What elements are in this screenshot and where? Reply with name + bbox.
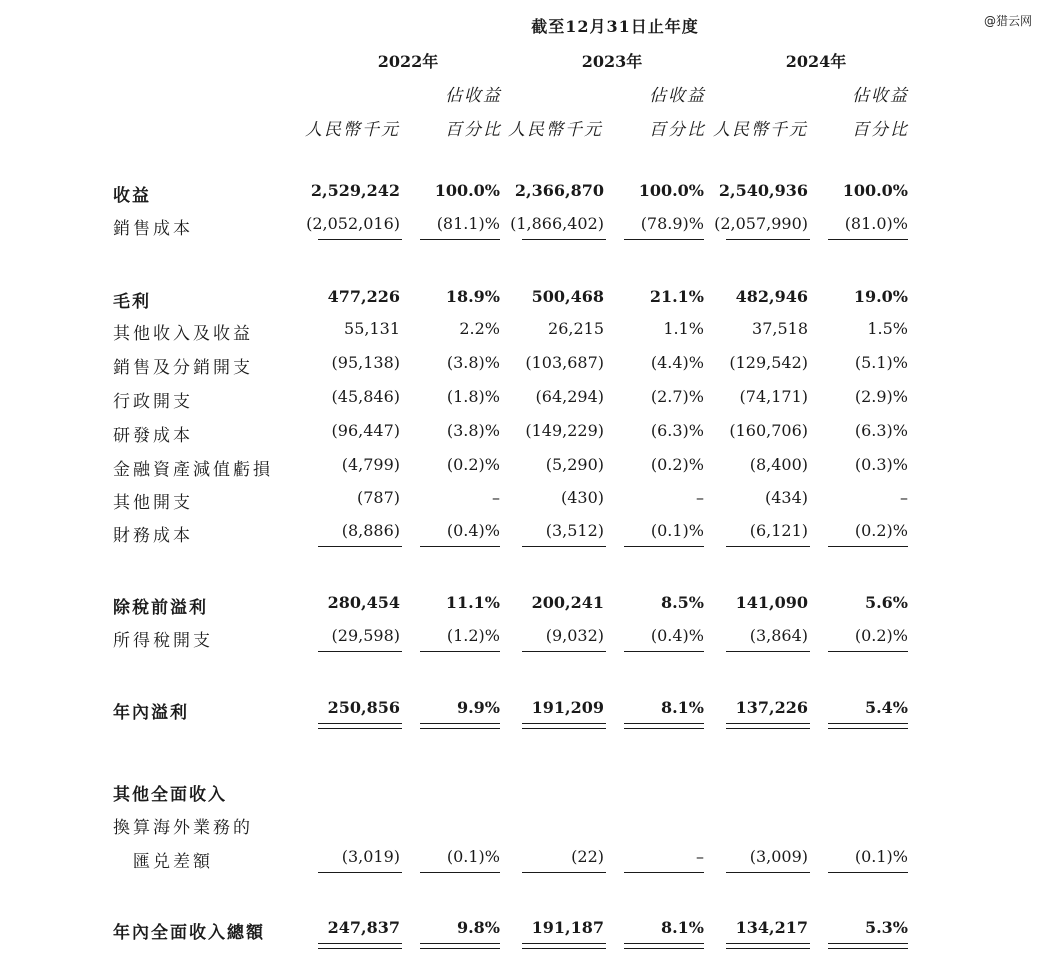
row-other-income <box>0 319 1050 349</box>
cell-value: 482,946 <box>735 287 808 306</box>
row-impairment <box>0 455 1050 485</box>
cell-value: (103,687) <box>525 353 604 372</box>
period-heading: 截至12月31日止年度 <box>531 17 699 36</box>
cell-value: (3,512) <box>545 521 604 540</box>
underline <box>318 872 402 873</box>
year-2023: 2023年 <box>581 52 643 71</box>
row-label: 行政開支 <box>113 392 193 412</box>
cell-value: 200,241 <box>531 593 604 612</box>
cell-value: (1,866,402) <box>510 214 604 233</box>
cell-value: (0.3)% <box>854 455 908 474</box>
double-underline <box>318 723 402 729</box>
row-label: 年內溢利 <box>113 703 189 723</box>
row-label: 銷售成本 <box>113 219 193 239</box>
cell-value: (0.2)% <box>446 455 500 474</box>
underline <box>420 651 500 652</box>
year-2022: 2022年 <box>377 52 439 71</box>
cell-value: 2,529,242 <box>310 181 400 200</box>
double-underline <box>522 943 606 949</box>
double-underline <box>624 723 704 729</box>
cell-value: (6.3)% <box>650 421 704 440</box>
underline <box>726 872 810 873</box>
cell-value: (4,799) <box>341 455 400 474</box>
double-underline <box>420 943 500 949</box>
cell-value: (3.8)% <box>446 421 500 440</box>
cell-value: 8.5% <box>660 593 704 612</box>
cell-value: (129,542) <box>729 353 808 372</box>
cell-value: (95,138) <box>331 353 400 372</box>
row-label: 毛利 <box>113 292 151 312</box>
pct-label-2022-l2: 百分比 <box>445 120 502 140</box>
cell-value: (5.1)% <box>854 353 908 372</box>
cell-value: (160,706) <box>729 421 808 440</box>
cell-value: 5.4% <box>864 698 908 717</box>
cell-value: (8,400) <box>749 455 808 474</box>
cell-value: 134,217 <box>735 918 808 937</box>
underline <box>624 651 704 652</box>
cell-value: (6.3)% <box>854 421 908 440</box>
cell-value: (0.2)% <box>650 455 704 474</box>
underline <box>828 239 908 240</box>
row-label: 換算海外業務的 <box>113 818 253 838</box>
double-underline <box>726 943 810 949</box>
cell-value: (4.4)% <box>650 353 704 372</box>
cell-value: (64,294) <box>535 387 604 406</box>
cell-value: 137,226 <box>735 698 808 717</box>
cell-value: 5.3% <box>864 918 908 937</box>
cell-value: (1.2)% <box>446 626 500 645</box>
rmb-label-2022: 人民幣千元 <box>305 120 400 140</box>
row-admin <box>0 387 1050 417</box>
cell-value: (0.2)% <box>854 626 908 645</box>
cell-value: (78.9)% <box>640 214 704 233</box>
double-underline <box>726 723 810 729</box>
row-label: 其他收入及收益 <box>113 324 253 344</box>
cell-value: (2.9)% <box>854 387 908 406</box>
cell-value: (3,009) <box>749 847 808 866</box>
cell-value: 1.5% <box>867 319 908 338</box>
cell-value: 8.1% <box>660 698 704 717</box>
cell-value: 280,454 <box>327 593 400 612</box>
underline <box>522 239 606 240</box>
row-label: 匯兑差額 <box>133 852 213 872</box>
double-underline <box>828 943 908 949</box>
cell-value: (787) <box>356 488 400 507</box>
underline <box>726 651 810 652</box>
underline <box>624 872 704 873</box>
underline <box>420 546 500 547</box>
cell-value: (0.4)% <box>650 626 704 645</box>
pct-label-2023-l1: 佔收益 <box>649 86 706 106</box>
underline <box>624 546 704 547</box>
cell-value: 9.8% <box>456 918 500 937</box>
cell-value: 141,090 <box>735 593 808 612</box>
cell-value: (81.0)% <box>844 214 908 233</box>
cell-value: 1.1% <box>663 319 704 338</box>
underline <box>726 546 810 547</box>
row-fx-line1 <box>0 813 1050 843</box>
cell-value: (8,886) <box>341 521 400 540</box>
cell-value: 500,468 <box>531 287 604 306</box>
cell-value: 26,215 <box>548 319 604 338</box>
cell-value: 37,518 <box>752 319 808 338</box>
row-gross-profit <box>0 287 1050 317</box>
cell-value: (45,846) <box>331 387 400 406</box>
underline <box>828 872 908 873</box>
cell-value: 55,131 <box>344 319 400 338</box>
underline <box>420 239 500 240</box>
pct-label-2022-l1: 佔收益 <box>445 86 502 106</box>
cell-value: 8.1% <box>660 918 704 937</box>
cell-value: (0.4)% <box>446 521 500 540</box>
cell-value: – <box>900 488 908 507</box>
cell-value: (2,057,990) <box>714 214 808 233</box>
cell-value: 2.2% <box>459 319 500 338</box>
cell-value: 18.9% <box>445 287 500 306</box>
cell-value: 21.1% <box>649 287 704 306</box>
row-label: 研發成本 <box>113 426 193 446</box>
row-label: 年內全面收入總額 <box>113 923 265 943</box>
cell-value: (9,032) <box>545 626 604 645</box>
cell-value: (22) <box>571 847 604 866</box>
cell-value: 19.0% <box>853 287 908 306</box>
cell-value: (0.2)% <box>854 521 908 540</box>
pct-label-2024-l2: 百分比 <box>852 120 909 140</box>
double-underline <box>624 943 704 949</box>
cell-value: (0.1)% <box>854 847 908 866</box>
cell-value: – <box>696 847 704 866</box>
cell-value: 2,540,936 <box>718 181 808 200</box>
underline <box>522 872 606 873</box>
row-rnd <box>0 421 1050 451</box>
cell-value: 100.0% <box>434 181 500 200</box>
underline <box>522 546 606 547</box>
underline <box>318 239 402 240</box>
cell-value: 9.9% <box>456 698 500 717</box>
cell-value: (0.1)% <box>446 847 500 866</box>
cell-value: (74,171) <box>739 387 808 406</box>
row-revenue <box>0 181 1050 211</box>
cell-value: 191,187 <box>531 918 604 937</box>
double-underline <box>318 943 402 949</box>
row-profit-before-tax <box>0 593 1050 623</box>
row-label: 其他開支 <box>113 493 193 513</box>
cell-value: (5,290) <box>545 455 604 474</box>
cell-value: (1.8)% <box>446 387 500 406</box>
cell-value: (2,052,016) <box>306 214 400 233</box>
underline <box>522 651 606 652</box>
underline <box>318 546 402 547</box>
cell-value: – <box>696 488 704 507</box>
underline <box>726 239 810 240</box>
cell-value: 5.6% <box>864 593 908 612</box>
row-label: 其他全面收入 <box>113 785 227 805</box>
row-label: 財務成本 <box>113 526 193 546</box>
cell-value: (149,229) <box>525 421 604 440</box>
cell-value: (430) <box>560 488 604 507</box>
double-underline <box>522 723 606 729</box>
cell-value: 100.0% <box>842 181 908 200</box>
cell-value: (2.7)% <box>650 387 704 406</box>
cell-value: (3,019) <box>341 847 400 866</box>
underline <box>420 872 500 873</box>
row-label: 收益 <box>113 186 151 206</box>
cell-value: (29,598) <box>331 626 400 645</box>
cell-value: (3.8)% <box>446 353 500 372</box>
row-label: 除稅前溢利 <box>113 598 208 618</box>
rmb-label-2024: 人民幣千元 <box>713 120 808 140</box>
underline <box>318 651 402 652</box>
double-underline <box>420 723 500 729</box>
cell-value: (6,121) <box>749 521 808 540</box>
cell-value: 247,837 <box>327 918 400 937</box>
cell-value: (96,447) <box>331 421 400 440</box>
row-label: 所得稅開支 <box>113 631 213 651</box>
row-other-expenses <box>0 488 1050 518</box>
rmb-label-2023: 人民幣千元 <box>508 120 603 140</box>
cell-value: 2,366,870 <box>514 181 604 200</box>
cell-value: (434) <box>764 488 808 507</box>
cell-value: 100.0% <box>638 181 704 200</box>
cell-value: (81.1)% <box>436 214 500 233</box>
underline <box>828 651 908 652</box>
row-selling <box>0 353 1050 383</box>
cell-value: (3,864) <box>749 626 808 645</box>
cell-value: (0.1)% <box>650 521 704 540</box>
cell-value: – <box>492 488 500 507</box>
row-label: 金融資產減值虧損 <box>113 460 273 480</box>
year-2024: 2024年 <box>785 52 847 71</box>
pct-label-2023-l2: 百分比 <box>649 120 706 140</box>
underline <box>828 546 908 547</box>
watermark: @猎云网 <box>984 14 1033 28</box>
cell-value: 191,209 <box>531 698 604 717</box>
row-label: 銷售及分銷開支 <box>113 358 253 378</box>
double-underline <box>828 723 908 729</box>
row-oci-heading <box>0 780 1050 810</box>
cell-value: 477,226 <box>327 287 400 306</box>
cell-value: 250,856 <box>327 698 400 717</box>
cell-value: 11.1% <box>445 593 500 612</box>
pct-label-2024-l1: 佔收益 <box>852 86 909 106</box>
underline <box>624 239 704 240</box>
